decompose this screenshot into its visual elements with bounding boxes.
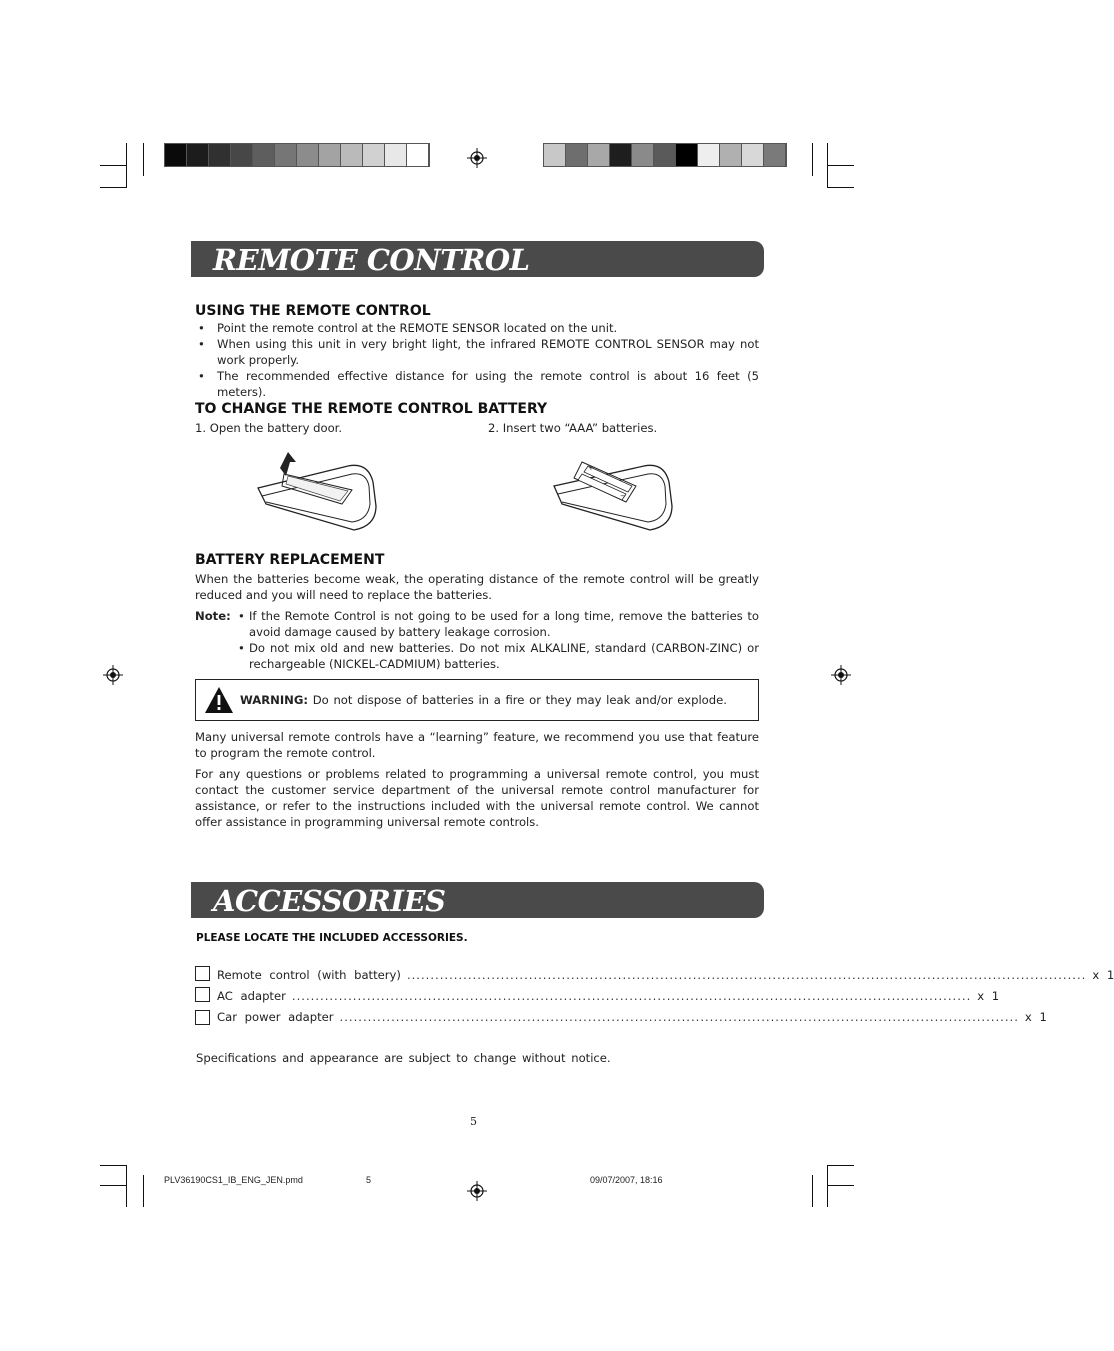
accessories-subheading: PLEASE LOCATE THE INCLUDED ACCESSORIES.	[196, 932, 468, 944]
color-swatch	[632, 144, 654, 166]
battery-replacement-text: When the batteries become weak, the operating distance of the remote control will be greatly reduced and you will need to replace the batteries.	[195, 572, 759, 602]
color-swatch	[165, 144, 187, 166]
dot-leader: .................................................................................................................................................	[406, 968, 1087, 982]
color-swatch	[544, 144, 566, 166]
accessories-banner	[191, 882, 764, 918]
accessory-checkbox[interactable]	[195, 987, 210, 1002]
registration-target-icon	[467, 148, 487, 168]
step-open-door: 1. Open the battery door.	[195, 421, 343, 435]
accessory-row	[217, 1009, 1047, 1025]
warning-triangle-icon	[204, 686, 234, 714]
dot-leader: .................................................................................................................................................	[291, 989, 972, 1003]
page-number: 5	[470, 1115, 477, 1128]
registration-target-icon	[831, 665, 851, 685]
footer-page: 5	[366, 1175, 372, 1185]
svg-text:−: −	[620, 492, 626, 500]
battery-replacement-heading: BATTERY REPLACEMENT	[195, 552, 385, 568]
color-swatch	[385, 144, 407, 166]
registration-target-icon	[103, 665, 123, 685]
warning-label: WARNING:	[240, 693, 309, 707]
color-swatch	[187, 144, 209, 166]
remote-open-door-illustration	[256, 446, 378, 534]
color-swatch	[566, 144, 588, 166]
color-swatch	[407, 144, 429, 166]
color-swatch	[319, 144, 341, 166]
color-swatch	[742, 144, 764, 166]
using-remote-heading: USING THE REMOTE CONTROL	[195, 303, 431, 319]
registration-target-icon	[467, 1181, 487, 1201]
learning-feature-text: Many universal remote controls have a “learning” feature, we recommend you use that feature to program the remote control.	[195, 730, 759, 760]
accessory-qty: x 1	[1024, 1010, 1047, 1024]
color-swatch	[253, 144, 275, 166]
accessory-label: Remote control (with battery)	[217, 968, 401, 982]
color-swatch	[764, 144, 786, 166]
note-item: • Do not mix old and new batteries. Do not mix ALKALINE, standard (CARBON-ZINC) or rechargeable (NICKEL-CADMIUM) batteries.	[238, 641, 759, 671]
list-item: • The recommended effective distance for using the remote control is about 16 feet (5 meters).	[195, 368, 759, 400]
remote-insert-batteries-illustration	[552, 450, 674, 534]
svg-text:+: +	[588, 464, 594, 472]
dot-leader: .................................................................................................................................................	[339, 1010, 1019, 1024]
color-calibration-bar-left	[164, 143, 430, 167]
color-swatch	[297, 144, 319, 166]
accessory-label: AC adapter	[217, 989, 286, 1003]
section-title: ACCESSORIES	[213, 884, 446, 918]
color-swatch	[341, 144, 363, 166]
note-label: Note:	[195, 609, 231, 623]
color-swatch	[209, 144, 231, 166]
color-swatch	[720, 144, 742, 166]
color-swatch	[231, 144, 253, 166]
warning-text	[240, 692, 752, 708]
remote-control-banner	[191, 241, 764, 277]
color-swatch	[588, 144, 610, 166]
list-item: • When using this unit in very bright light, the infrared REMOTE CONTROL SENSOR may not work properly.	[195, 336, 759, 368]
step-insert-batteries: 2. Insert two “AAA” batteries.	[488, 421, 658, 435]
accessory-checkbox[interactable]	[195, 1010, 210, 1025]
accessory-qty: x 1	[977, 989, 1000, 1003]
footer-timestamp: 09/07/2007, 18:16	[590, 1175, 663, 1185]
change-battery-heading: TO CHANGE THE REMOTE CONTROL BATTERY	[195, 401, 548, 417]
accessory-qty: x 1	[1092, 968, 1114, 982]
accessory-checkbox[interactable]	[195, 966, 210, 981]
section-title: REMOTE CONTROL	[213, 243, 530, 277]
color-swatch	[676, 144, 698, 166]
note-item: • If the Remote Control is not going to be used for a long time, remove the batteries to avoid damage caused by battery leakage corrosion.	[238, 609, 759, 639]
color-calibration-bar-right	[543, 143, 787, 167]
warning-body: Do not dispose of batteries in a fire or they may leak and/or explode.	[312, 693, 727, 707]
accessory-label: Car power adapter	[217, 1010, 334, 1024]
accessory-row	[217, 967, 1114, 983]
programming-questions-text: For any questions or problems related to programming a universal remote control, you must contact the customer service department of the universal remote control manufacturer for assistance, or refer to the instructions included with the universal remote control. We cannot offer assistance in programming universal remote controls.	[195, 767, 759, 829]
color-swatch	[610, 144, 632, 166]
accessory-row	[217, 988, 1000, 1004]
color-swatch	[654, 144, 676, 166]
list-item: • Point the remote control at the REMOTE SENSOR located on the unit.	[195, 320, 759, 336]
disclaimer-text: Specifications and appearance are subject to change without notice.	[196, 1051, 611, 1065]
using-remote-list	[195, 320, 759, 400]
footer-filename: PLV36190CS1_IB_ENG_JEN.pmd	[164, 1175, 303, 1185]
color-swatch	[363, 144, 385, 166]
warning-box	[195, 679, 759, 721]
color-swatch	[698, 144, 720, 166]
color-swatch	[275, 144, 297, 166]
